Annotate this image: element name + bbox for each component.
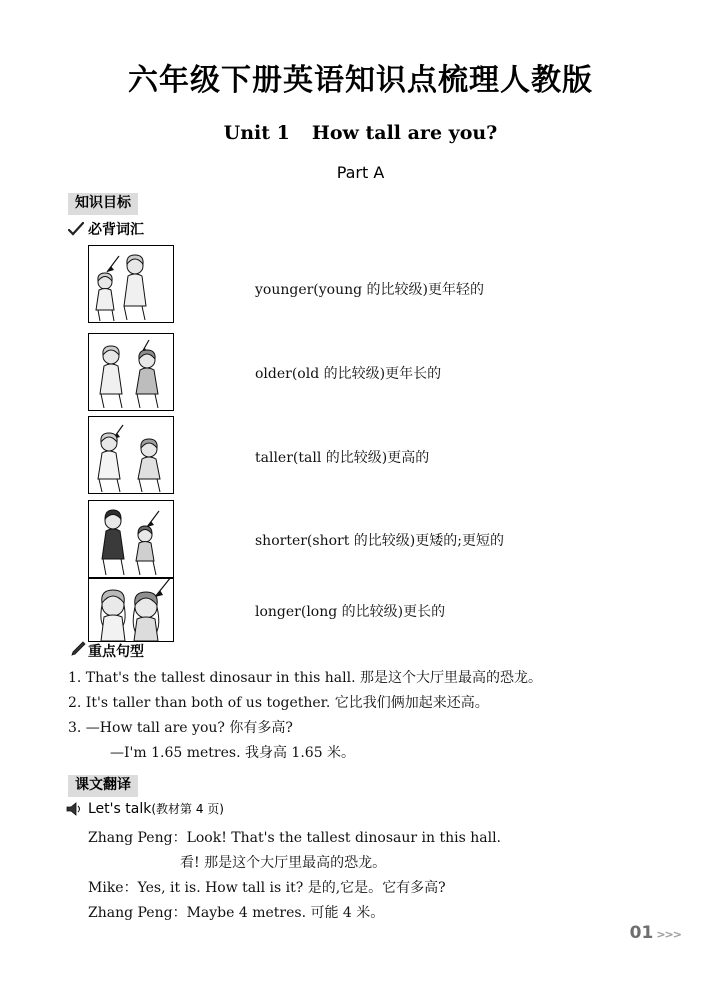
sentence-line-2: 3. —How tall are you? 你有多高? (68, 720, 293, 736)
vocab-image-3 (88, 500, 174, 578)
speaker-icon (66, 801, 82, 817)
page-title: 六年级下册英语知识点梳理人教版 (128, 63, 593, 98)
vocab-image-1 (88, 333, 174, 411)
unit-label: Unit 1 (223, 122, 290, 144)
dialogue-line-0: Zhang Peng：Look! That's the tallest dinosaur in this hall. (88, 830, 501, 846)
vocab-image-0 (88, 245, 174, 323)
words-heading: 必背词汇 (88, 222, 144, 238)
vocab-text-3: shorter(short 的比较级)更矮的;更短的 (255, 533, 504, 549)
part-heading: Part A (336, 163, 385, 182)
dialogue-line-3: Zhang Peng：Maybe 4 metres. 可能 4 米。 (88, 905, 385, 921)
sentence-line-1: 2. It's taller than both of us together. 它比我们俩加起来还高。 (68, 695, 489, 711)
lets-talk-label: Let's talk (88, 801, 152, 817)
vocab-text-2: taller(tall 的比较级)更高的 (255, 450, 430, 466)
unit-question: How tall are you? (311, 122, 498, 144)
lets-talk-heading (88, 800, 224, 817)
page-number-value: 01 (629, 923, 654, 943)
sentences-heading: 重点句型 (88, 644, 144, 660)
vocab-text-0: younger(young 的比较级)更年轻的 (255, 282, 485, 298)
vocab-image-2 (88, 416, 174, 494)
page-number (630, 923, 681, 943)
dialogue-line-1: 看! 那是这个大厅里最高的恐龙。 (180, 855, 387, 871)
section-tag-objectives: 知识目标 (68, 193, 138, 215)
lets-talk-ref: (教材第 4 页) (151, 802, 224, 816)
check-icon (68, 221, 84, 237)
dialogue-line-2: Mike：Yes, it is. How tall is it? 是的,它是。它有多高? (88, 880, 446, 896)
vocab-text-4: longer(long 的比较级)更长的 (255, 604, 446, 620)
vocab-image-4 (88, 578, 174, 642)
pen-icon (70, 641, 86, 657)
sentence-line-0: 1. That's the tallest dinosaur in this hall. 那是这个大厅里最高的恐龙。 (68, 670, 542, 686)
chevron-right-icon: >>> (656, 928, 681, 941)
vocab-text-1: older(old 的比较级)更年长的 (255, 366, 442, 382)
unit-heading (0, 122, 721, 144)
section-tag-translation: 课文翻译 (68, 775, 138, 797)
sentence-line-3: —I'm 1.65 metres. 我身高 1.65 米。 (110, 745, 356, 761)
